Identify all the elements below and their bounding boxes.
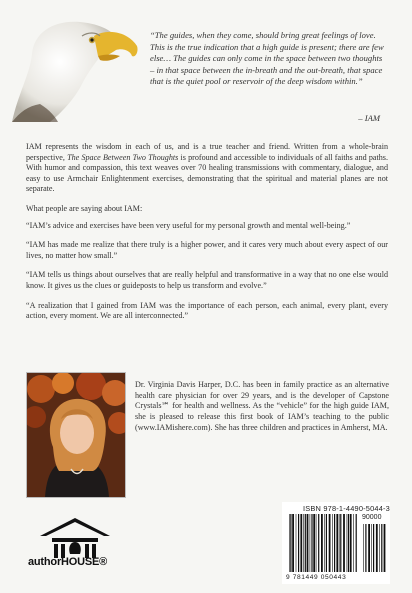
barcode-bar [353,514,354,572]
barcode-bar [334,514,335,572]
barcode-bar [371,524,372,572]
eagle-head-image [10,14,140,124]
barcode-bar [300,514,302,572]
barcode-bar [340,514,341,572]
barcode-bar [332,514,333,572]
testimonial: “IAM has made me realize that there truly is a higher power, and it cares very much about every aspect of our lives, no matter how small.” [26,240,388,260]
back-cover-text [26,142,388,331]
barcode-bar [373,524,374,572]
author-bio: Dr. Virginia Davis Harper, D.C. has been in family practice as an alternative health care physician for over 29 years, and is the developer of Capstone Crystals℠ for health and wellness. As the “vehicle” for the high guide IAM, she is pleased to release this first book of IAM’s teaching to the public (www.IAMishere.com). She has three children and practices in Amherst, MA. [135,380,389,432]
book-title: The Space Between Two Thoughts [67,152,179,162]
barcode-bar [298,514,299,572]
price-barcode-icon [362,524,388,572]
barcode-bar [339,514,340,572]
price-code: 90000 [362,514,382,521]
barcode-bar [363,524,364,572]
barcode-bar [321,514,323,572]
barcode-bar [324,514,325,572]
barcode-bar [305,514,306,572]
barcode-bar [303,514,304,572]
barcode-bar [311,514,312,572]
barcode-bar [347,514,348,572]
barcode-bar [292,514,294,572]
barcode-bar [296,514,297,572]
barcode-bar [376,524,378,572]
barcode-bar [365,524,366,572]
barcode-bar [348,514,349,572]
publisher-name: authorHOUSE® [28,556,108,568]
barcode-bar [318,514,319,572]
testimonials-heading: What people are saying about IAM: [26,203,143,213]
barcode-bar [343,514,345,572]
isbn-number: ISBN 978-1-4490-5044-3 [303,504,390,513]
barcode-bar [326,514,327,572]
barcode-bar [368,524,370,572]
eagle-quote: “The guides, when they come, should bring great feelings of love. This is the true indication that a high guide is present; there are few else… The guides can only come in the space between two thoughts – in that space between the in-breath and the out-breath, that space that is the quiet pool or reservoir of the deep wisdom within.” [150,30,384,87]
testimonial: “A realization that I gained from IAM was the importance of each person, each animal, every plant, every action, every moment. We are all interconnected.” [26,300,388,321]
barcode-bar [329,514,331,572]
barcode-bar [336,514,338,572]
barcode-bar [356,514,357,572]
quote-author: – IAM [358,113,380,123]
testimonial: “IAM’s advice and exercises have been very useful for my personal growth and mental well-being.” [26,220,351,230]
barcode-bar [381,524,382,572]
author-photo [26,372,126,498]
barcode-bar [384,524,386,572]
barcode-bar [313,514,315,572]
barcode-bar [316,514,317,572]
barcode-bar [289,514,290,572]
barcode-icon [288,514,358,572]
testimonial: “IAM tells us things about ourselves that are really helpful and transformative in a way that no one else would know. It gives us the clues or guideposts to help us transform and evolve.” [26,270,388,290]
barcode-bar [290,514,291,572]
barcode-bar [350,514,352,572]
barcode-bar [379,524,380,572]
intro-paragraph: IAM represents the wisdom in each of us, and is a true teacher and friend. Written from a whole-brain perspective, The Space Between Two Thoughts is profound and accessible to individuals of all faiths and paths. With humor and compassion, this text weaves over 70 healing transmissions with commentary, dialogue, and easy to use Armchair Enlightenment exercises, demonstrating that the spiritual and material planes are not separate. [26,142,388,194]
barcode-bar [307,514,309,572]
barcode-digits: 9 781449 050443 [286,574,347,581]
barcode-bar [310,514,311,572]
